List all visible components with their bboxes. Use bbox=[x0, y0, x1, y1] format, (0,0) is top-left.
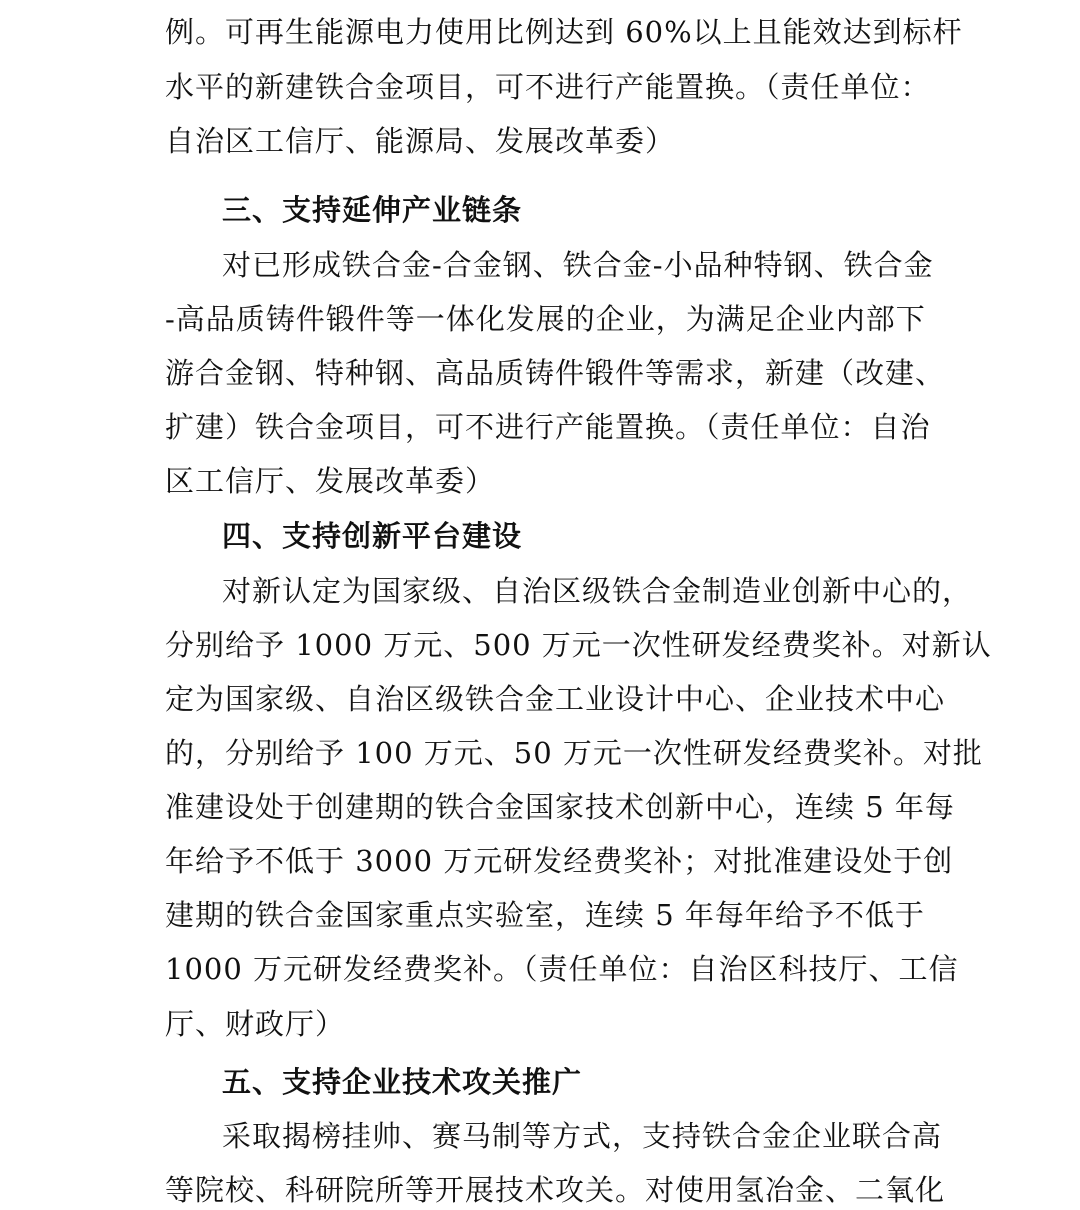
body-text-line: -高品质铸件锻件等一体化发展的企业，为满足企业内部下 bbox=[165, 302, 926, 336]
section-heading-3: 三、支持延伸产业链条 bbox=[222, 193, 523, 227]
body-text-line: 分别给予 1000 万元、500 万元一次性研发经费奖补。对新认 bbox=[165, 628, 992, 662]
body-text-line: 例。可再生能源电力使用比例达到 60%以上且能效达到标杆 bbox=[165, 15, 963, 49]
body-text-line: 采取揭榜挂帅、赛马制等方式，支持铁合金企业联合高 bbox=[222, 1119, 943, 1153]
body-text-line: 准建设处于创建期的铁合金国家技术创新中心，连续 5 年每 bbox=[165, 790, 955, 824]
body-text-line: 对新认定为国家级、自治区级铁合金制造业创新中心的， bbox=[222, 574, 973, 608]
body-text-line: 对已形成铁合金-合金钢、铁合金-小品种特钢、铁合金 bbox=[222, 248, 934, 282]
body-text-line: 建期的铁合金国家重点实验室，连续 5 年每年给予不低于 bbox=[165, 898, 925, 932]
body-text-line: 的，分别给予 100 万元、50 万元一次性研发经费奖补。对批 bbox=[165, 736, 983, 770]
body-text-line: 厅、财政厅） bbox=[165, 1007, 346, 1041]
body-text-line: 游合金钢、特种钢、高品质铸件锻件等需求，新建（改建、 bbox=[165, 356, 946, 390]
body-text-line: 水平的新建铁合金项目，可不进行产能置换。（责任单位： bbox=[165, 70, 931, 104]
section-heading-5: 五、支持企业技术攻关推广 bbox=[222, 1065, 583, 1099]
body-text-line: 等院校、科研院所等开展技术攻关。对使用氢冶金、二氧化 bbox=[165, 1173, 946, 1207]
body-text-line: 扩建）铁合金项目，可不进行产能置换。（责任单位：自治 bbox=[165, 410, 931, 444]
body-text-line: 自治区工信厅、能源局、发展改革委） bbox=[165, 124, 676, 158]
body-text-line: 定为国家级、自治区级铁合金工业设计中心、企业技术中心 bbox=[165, 682, 946, 716]
body-text-line: 年给予不低于 3000 万元研发经费奖补；对批准建设处于创 bbox=[165, 844, 954, 878]
section-heading-4: 四、支持创新平台建设 bbox=[222, 519, 523, 553]
body-text-line: 区工信厅、发展改革委） bbox=[165, 464, 496, 498]
body-text-line: 1000 万元研发经费奖补。（责任单位：自治区科技厅、工信 bbox=[165, 952, 959, 986]
